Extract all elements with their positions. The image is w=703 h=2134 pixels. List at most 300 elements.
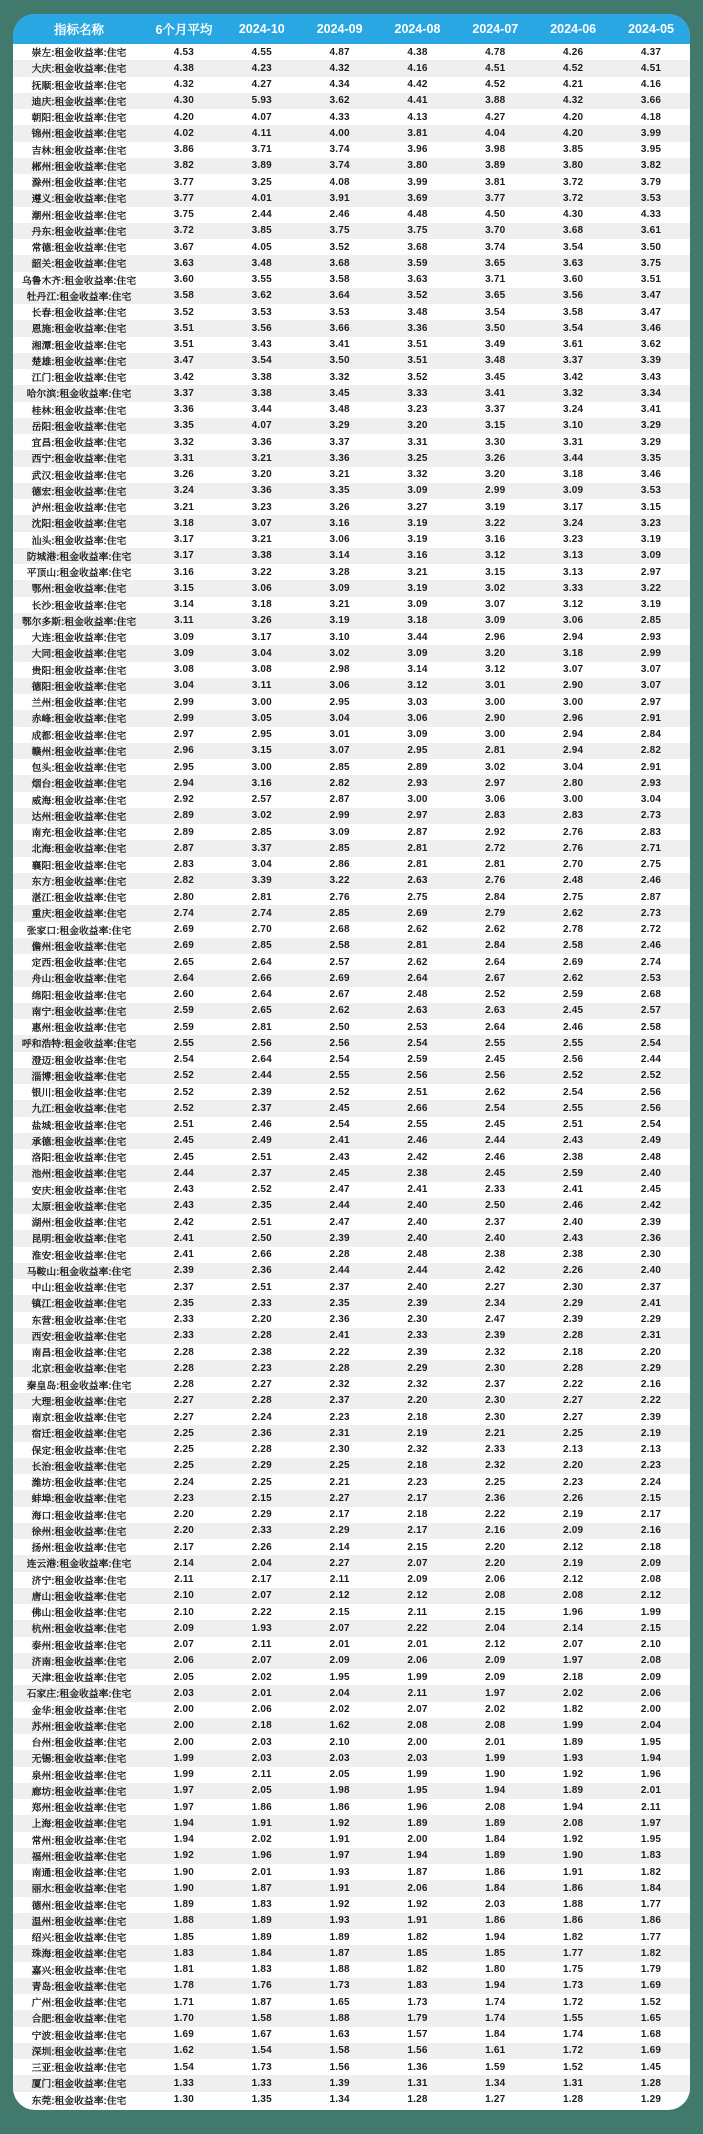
value-cell: 2.54 [173,1054,195,1066]
table-row [13,1214,690,1230]
value-cell: 3.36 [223,483,301,499]
value-cell: 3.01 [456,678,534,694]
value-cell: 1.86 [251,1801,272,1813]
value-cell: 2.23 [329,1411,350,1423]
value-cell: 2.17 [251,1574,272,1586]
value-cell: 2.44 [301,1198,379,1214]
table-row [13,922,690,938]
value-cell: 2.03 [485,1899,506,1911]
value-cell: 1.67 [251,2029,272,2041]
column-header-2024-06: 2024-06 [534,14,612,44]
value-cell: 2.44 [251,209,272,221]
value-cell: 2.99 [612,645,690,661]
table-row [13,1003,690,1019]
value-cell: 2.45 [534,1003,612,1019]
value-cell: 3.04 [301,710,379,726]
indicator-name-cell: 澄迈:租金收益率:住宅 [31,1055,127,1067]
value-cell: 1.77 [640,1931,662,1943]
indicator-name-cell: 海口:租金收益率:住宅 [31,1510,127,1522]
value-cell: 1.74 [563,2029,584,2041]
indicator-name-cell: 温州:租金收益率:住宅 [13,1913,145,1929]
value-cell: 1.81 [173,1964,195,1976]
value-cell: 3.21 [173,501,195,513]
value-cell: 2.10 [173,1606,195,1618]
value-cell: 2.45 [485,1054,506,1066]
indicator-name-cell: 扬州:租金收益率:住宅 [31,1543,127,1555]
value-cell: 3.49 [485,339,506,351]
value-cell: 2.54 [563,1086,584,1098]
table-row [13,1555,690,1571]
value-cell: 3.17 [145,548,223,564]
value-cell: 3.35 [145,418,223,434]
value-cell: 2.09 [612,1555,690,1571]
value-cell: 2.20 [145,1523,223,1539]
value-cell: 2.03 [379,1750,457,1766]
value-cell: 1.94 [612,1750,690,1766]
value-cell: 2.01 [407,1639,428,1651]
value-cell: 1.85 [456,1945,534,1961]
value-cell: 2.74 [145,905,223,921]
indicator-name-cell: 北京:租金收益率:住宅 [13,1360,145,1376]
indicator-name-cell: 南昌:租金收益率:住宅 [31,1348,127,1360]
value-cell: 2.89 [407,761,428,773]
value-cell: 4.38 [407,46,428,58]
value-cell: 2.42 [456,1263,534,1279]
value-cell: 3.03 [407,696,428,708]
value-cell: 2.81 [485,859,506,871]
value-cell: 1.56 [329,2061,350,2073]
table-row [13,710,690,726]
value-cell: 2.33 [223,1523,301,1539]
value-cell: 2.36 [456,1490,534,1506]
column-header-2024-10: 2024-10 [223,14,301,44]
value-cell: 3.74 [329,144,350,156]
indicator-name-cell: 德宏:租金收益率:住宅 [13,483,145,499]
value-cell: 2.82 [301,775,379,791]
value-cell: 3.66 [612,93,690,109]
value-cell: 3.09 [379,483,457,499]
value-cell: 3.04 [145,678,223,694]
value-cell: 2.75 [563,891,584,903]
value-cell: 3.86 [173,144,195,156]
value-cell: 2.96 [485,631,506,643]
table-row [13,1133,690,1149]
value-cell: 2.16 [456,1523,534,1539]
value-cell: 2.81 [456,743,534,759]
value-cell: 2.58 [534,938,612,954]
value-cell: 1.90 [485,1769,506,1781]
value-cell: 3.52 [379,288,457,304]
value-cell: 2.40 [563,1216,584,1228]
value-cell: 1.92 [407,1899,428,1911]
data-table-card [13,14,690,2110]
value-cell: 2.80 [173,891,195,903]
value-cell: 2.97 [640,566,662,578]
value-cell: 2.38 [563,1249,584,1261]
indicator-name-cell: 南通:租金收益率:住宅 [31,1868,127,1880]
value-cell: 3.32 [173,436,195,448]
value-cell: 3.32 [534,385,612,401]
value-cell: 1.58 [301,2043,379,2059]
value-cell: 3.20 [456,645,534,661]
indicator-name-cell: 吉林:租金收益率:住宅 [31,145,127,157]
value-cell: 2.55 [301,1068,379,1084]
value-cell: 2.38 [379,1165,457,1181]
value-cell: 1.35 [251,2094,272,2106]
value-cell: 2.56 [456,1068,534,1084]
value-cell: 2.50 [223,1230,301,1246]
value-cell: 1.89 [534,1783,612,1799]
value-cell: 2.66 [379,1100,457,1116]
indicator-name-cell: 沈阳:租金收益率:住宅 [13,515,145,531]
value-cell: 2.41 [563,1184,584,1196]
value-cell: 2.17 [379,1523,457,1539]
table-row [13,889,690,905]
value-cell: 3.07 [640,664,662,676]
value-cell: 2.81 [251,891,272,903]
indicator-name-cell: 金华:租金收益率:住宅 [31,1705,127,1717]
value-cell: 3.18 [379,613,457,629]
value-cell: 2.57 [329,956,350,968]
indicator-name-cell: 泸州:租金收益率:住宅 [31,503,127,515]
table-row [13,1880,690,1896]
value-cell: 2.18 [563,1671,584,1683]
value-cell: 2.64 [485,1021,506,1033]
value-cell: 2.42 [173,1216,195,1228]
value-cell: 1.99 [407,1671,428,1683]
value-cell: 2.46 [534,1198,612,1214]
table-row [13,499,690,515]
value-cell: 2.37 [223,1100,301,1116]
value-cell: 3.89 [456,158,534,174]
table-row [13,77,690,93]
value-cell: 4.30 [563,209,584,221]
value-cell: 3.09 [534,483,612,499]
value-cell: 3.45 [485,371,506,383]
value-cell: 2.07 [223,1653,301,1669]
value-cell: 3.36 [379,320,457,336]
value-cell: 2.36 [329,1314,350,1326]
value-cell: 1.29 [640,2094,662,2106]
value-cell: 1.91 [301,1880,379,1896]
indicator-name-cell: 天津:租金收益率:住宅 [31,1673,127,1685]
table-row [13,873,690,889]
value-cell: 3.70 [456,223,534,239]
value-cell: 2.41 [145,1230,223,1246]
value-cell: 3.07 [223,515,301,531]
value-cell: 1.33 [145,2075,223,2091]
value-cell: 4.27 [251,79,272,91]
value-cell: 1.65 [329,1996,350,2008]
value-cell: 2.59 [407,1054,428,1066]
value-cell: 3.04 [563,761,584,773]
value-cell: 2.25 [145,1458,223,1474]
value-cell: 3.99 [407,176,428,188]
value-cell: 2.94 [563,729,584,741]
table-row [13,1978,690,1994]
value-cell: 2.39 [640,1411,662,1423]
value-cell: 2.58 [640,1021,662,1033]
value-cell: 3.16 [301,515,379,531]
value-cell: 2.36 [223,1425,301,1441]
value-cell: 2.95 [379,743,457,759]
value-cell: 2.23 [563,1476,584,1488]
value-cell: 1.88 [145,1913,223,1929]
value-cell: 1.87 [301,1945,379,1961]
table-row [13,60,690,76]
value-cell: 2.65 [173,956,195,968]
value-cell: 1.91 [379,1913,457,1929]
indicator-name-cell: 大连:租金收益率:住宅 [31,633,127,645]
value-cell: 2.47 [329,1184,350,1196]
value-cell: 3.00 [251,761,272,773]
value-cell: 2.27 [145,1393,223,1409]
value-cell: 2.02 [251,1834,272,1846]
indicator-name-cell: 郴州:租金收益率:住宅 [13,158,145,174]
value-cell: 3.07 [301,743,379,759]
value-cell: 1.84 [456,1880,534,1896]
value-cell: 3.89 [223,158,301,174]
value-cell: 2.33 [485,1184,506,1196]
value-cell: 2.07 [301,1620,379,1636]
value-cell: 1.86 [534,1880,612,1896]
value-cell: 2.46 [612,938,690,954]
value-cell: 2.46 [251,1119,272,1131]
value-cell: 3.31 [145,450,223,466]
table-row [13,1019,690,1035]
value-cell: 4.52 [534,60,612,76]
table-row [13,304,690,320]
value-cell: 3.75 [612,255,690,271]
value-cell: 2.76 [456,873,534,889]
value-cell: 3.20 [251,469,272,481]
value-cell: 3.53 [251,306,272,318]
value-cell: 1.90 [534,1848,612,1864]
value-cell: 3.24 [145,483,223,499]
indicator-name-cell: 广州:租金收益率:住宅 [31,1998,127,2010]
value-cell: 2.69 [563,956,584,968]
value-cell: 4.51 [456,60,534,76]
table-row [13,1084,690,1100]
value-cell: 2.23 [223,1360,301,1376]
value-cell: 3.54 [485,306,506,318]
value-cell: 3.19 [301,613,379,629]
value-cell: 3.19 [640,599,662,611]
value-cell: 1.83 [251,1964,272,1976]
value-cell: 3.61 [612,223,690,239]
value-cell: 3.00 [251,696,272,708]
value-cell: 3.21 [251,534,272,546]
rental-yield-table [13,14,690,2108]
value-cell: 2.30 [329,1444,350,1456]
value-cell: 1.94 [173,1834,195,1846]
value-cell: 3.06 [485,794,506,806]
value-cell: 3.67 [173,241,195,253]
value-cell: 3.13 [563,566,584,578]
value-cell: 3.38 [251,371,272,383]
value-cell: 1.52 [640,1996,662,2008]
value-cell: 4.55 [251,46,272,58]
value-cell: 4.23 [223,60,301,76]
table-row [13,1572,690,1588]
indicator-name-cell: 武汉:租金收益率:住宅 [31,470,127,482]
value-cell: 4.26 [563,46,584,58]
value-cell: 3.45 [301,385,379,401]
value-cell: 4.30 [145,93,223,109]
value-cell: 2.11 [379,1685,457,1701]
value-cell: 2.52 [145,1100,223,1116]
value-cell: 2.09 [534,1523,612,1539]
value-cell: 2.08 [534,1815,612,1831]
value-cell: 2.56 [612,1100,690,1116]
indicator-name-cell: 赣州:租金收益率:住宅 [13,743,145,759]
value-cell: 1.96 [640,1769,662,1781]
value-cell: 1.97 [173,1801,195,1813]
value-cell: 2.00 [173,1736,195,1748]
value-cell: 1.92 [563,1834,584,1846]
indicator-name-cell: 鄂尔多斯:租金收益率:住宅 [13,613,145,629]
value-cell: 2.83 [456,808,534,824]
value-cell: 2.20 [456,1555,534,1571]
value-cell: 2.51 [173,1119,195,1131]
value-cell: 2.39 [251,1086,272,1098]
value-cell: 2.20 [251,1314,272,1326]
value-cell: 1.95 [640,1736,662,1748]
table-row [13,548,690,564]
value-cell: 2.56 [223,1035,301,1051]
value-cell: 2.22 [379,1620,457,1636]
value-cell: 3.19 [485,501,506,513]
indicator-name-cell: 石家庄:租金收益率:住宅 [13,1685,145,1701]
table-row [13,223,690,239]
table-row [13,1734,690,1750]
value-cell: 3.50 [301,353,379,369]
value-cell: 4.05 [251,241,272,253]
value-cell: 2.75 [640,859,662,871]
value-cell: 2.24 [173,1476,195,1488]
indicator-name-cell: 贵阳:租金收益率:住宅 [31,665,127,677]
value-cell: 3.58 [563,306,584,318]
value-cell: 3.54 [223,353,301,369]
value-cell: 3.33 [534,580,612,596]
indicator-name-cell: 襄阳:租金收益率:住宅 [31,860,127,872]
value-cell: 3.12 [563,599,584,611]
value-cell: 3.74 [485,241,506,253]
table-row [13,2010,690,2026]
value-cell: 2.75 [407,891,428,903]
value-cell: 2.81 [407,859,428,871]
table-row [13,1344,690,1360]
value-cell: 2.51 [563,1119,584,1131]
indicator-name-cell: 哈尔滨:租金收益率:住宅 [13,385,145,401]
indicator-name-cell: 昆明:租金收益率:住宅 [13,1230,145,1246]
value-cell: 1.95 [379,1783,457,1799]
value-cell: 1.99 [173,1769,195,1781]
value-cell: 1.69 [612,1978,690,1994]
value-cell: 3.36 [251,436,272,448]
value-cell: 2.07 [563,1639,584,1651]
value-cell: 2.20 [534,1458,612,1474]
indicator-name-cell: 马鞍山:租金收益率:住宅 [13,1263,145,1279]
value-cell: 3.06 [301,678,379,694]
value-cell: 2.56 [640,1086,662,1098]
value-cell: 3.51 [379,353,457,369]
table-row [13,1897,690,1913]
table-row [13,418,690,434]
indicator-name-cell: 佛山:租金收益率:住宅 [31,1608,127,1620]
value-cell: 2.28 [173,1379,195,1391]
value-cell: 3.23 [563,534,584,546]
table-row [13,1263,690,1279]
indicator-name-cell: 盐城:租金收益率:住宅 [31,1120,127,1132]
table-row [13,532,690,548]
value-cell: 2.79 [456,905,534,921]
value-cell: 3.51 [145,320,223,336]
value-cell: 2.91 [612,710,690,726]
table-row [13,1653,690,1669]
value-cell: 2.20 [640,1346,662,1358]
value-cell: 2.80 [534,775,612,791]
value-cell: 2.01 [485,1736,506,1748]
table-row [13,2027,690,2043]
table-row [13,1864,690,1880]
value-cell: 2.94 [534,743,612,759]
value-cell: 3.23 [407,404,428,416]
value-cell: 3.16 [485,534,506,546]
value-cell: 1.72 [534,2043,612,2059]
value-cell: 2.44 [223,1068,301,1084]
value-cell: 1.34 [329,2094,350,2106]
value-cell: 2.97 [640,696,662,708]
value-cell: 3.37 [534,353,612,369]
value-cell: 2.25 [173,1444,195,1456]
value-cell: 2.48 [407,1249,428,1261]
value-cell: 2.69 [145,938,223,954]
value-cell: 2.22 [485,1509,506,1521]
table-row [13,1815,690,1831]
value-cell: 3.66 [301,320,379,336]
value-cell: 3.63 [407,274,428,286]
value-cell: 2.18 [407,1509,428,1521]
column-header-2024-09: 2024-09 [301,14,379,44]
table-row [13,1490,690,1506]
value-cell: 2.21 [456,1425,534,1441]
value-cell: 1.95 [329,1671,350,1683]
value-cell: 2.00 [640,1704,662,1716]
value-cell: 2.52 [251,1184,272,1196]
header-row [13,14,690,44]
table-row [13,1604,690,1620]
value-cell: 2.52 [145,1068,223,1084]
value-cell: 2.99 [301,808,379,824]
indicator-name-cell: 镇江:租金收益率:住宅 [13,1295,145,1311]
table-row [13,1962,690,1978]
table-row [13,1750,690,1766]
value-cell: 2.89 [145,808,223,824]
indicator-name-cell: 定西:租金收益率:住宅 [31,958,127,970]
value-cell: 1.92 [563,1769,584,1781]
table-row [13,1198,690,1214]
value-cell: 2.13 [563,1444,584,1456]
value-cell: 2.04 [223,1555,301,1571]
value-cell: 3.12 [379,678,457,694]
value-cell: 2.08 [534,1588,612,1604]
value-cell: 2.94 [563,631,584,643]
value-cell: 2.11 [407,1606,428,1618]
value-cell: 2.30 [640,1249,662,1261]
value-cell: 2.69 [379,905,457,921]
value-cell: 1.94 [379,1848,457,1864]
